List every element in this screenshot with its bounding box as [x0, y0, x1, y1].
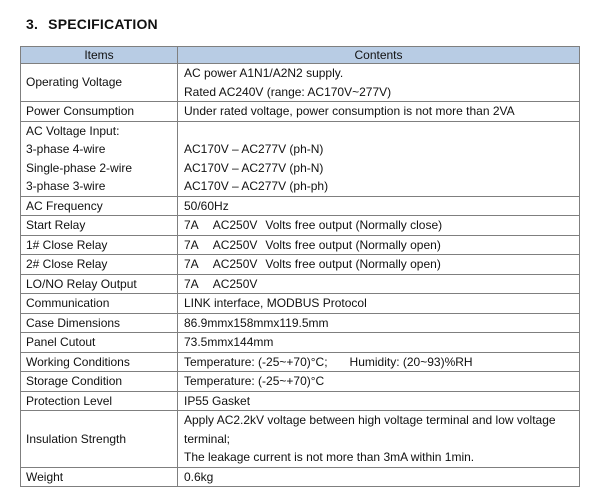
output-type: Volts free output (Normally close) [265, 218, 443, 232]
voltage-rating: AC250V [212, 218, 258, 232]
content-line: Rated AC240V (range: AC170V~277V) [184, 84, 392, 99]
table-row [21, 313, 580, 333]
table-row [21, 372, 580, 392]
content-cell [178, 216, 580, 236]
content-cell [178, 255, 580, 275]
item-cell: Operating Voltage [21, 64, 178, 102]
current-rating: 7A [184, 276, 199, 291]
content-cell [178, 64, 580, 102]
table-row [21, 196, 580, 216]
table-header-row [21, 47, 580, 64]
item-cell: Storage Condition [21, 372, 178, 392]
content-line: AC power A1N1/A2N2 supply. [184, 66, 344, 80]
content-cell [178, 352, 580, 372]
section-title: SPECIFICATION [48, 16, 158, 32]
content-line [184, 122, 575, 141]
specification-table [20, 46, 580, 487]
output-type: Volts free output (Normally open) [265, 257, 441, 271]
content-cell: Under rated voltage, power consumption is not more than 2VA [178, 102, 580, 122]
output-type: Volts free output (Normally open) [265, 237, 441, 252]
content-cell [178, 235, 580, 255]
item-line: AC Voltage Input: [26, 123, 120, 138]
item-line: 3-phase 3-wire [26, 179, 106, 193]
content-cell: 0.6kg [178, 467, 580, 487]
voltage-rating: AC250V [212, 276, 258, 291]
item-cell [21, 121, 178, 196]
content-cell [178, 121, 580, 196]
content-cell: IP55 Gasket [178, 391, 580, 411]
content-cell [178, 411, 580, 468]
item-cell: Panel Cutout [21, 333, 178, 353]
table-row [21, 467, 580, 487]
table-row [21, 391, 580, 411]
header-items: Items [21, 47, 178, 64]
item-line: 3-phase 4-wire [26, 142, 106, 156]
humidity-range: Humidity: (20~93)%RH [349, 354, 473, 369]
voltage-rating: AC250V [212, 237, 258, 252]
table-row [21, 411, 580, 468]
current-rating: 7A [184, 237, 199, 252]
item-cell: Working Conditions [21, 352, 178, 372]
header-contents: Contents [178, 47, 580, 64]
item-cell: Communication [21, 294, 178, 314]
temperature-range: Temperature: (-25~+70)°C; [184, 354, 328, 369]
section-heading [26, 16, 158, 32]
voltage-rating: AC250V [212, 257, 258, 271]
content-cell [178, 274, 580, 294]
item-cell: Protection Level [21, 391, 178, 411]
section-number: 3. [26, 16, 39, 32]
current-rating: 7A [184, 257, 199, 271]
item-cell: Power Consumption [21, 102, 178, 122]
table-row [21, 121, 580, 196]
table-row [21, 333, 580, 353]
table-row [21, 274, 580, 294]
content-cell: 50/60Hz [178, 196, 580, 216]
content-cell: LINK interface, MODBUS Protocol [178, 294, 580, 314]
item-cell: Case Dimensions [21, 313, 178, 333]
content-cell: 86.9mmx158mmx119.5mm [178, 313, 580, 333]
table-row [21, 235, 580, 255]
content-line: AC170V – AC277V (ph-N) [184, 142, 324, 156]
content-cell: 73.5mmx144mm [178, 333, 580, 353]
table-row [21, 102, 580, 122]
content-line: The leakage current is not more than 3mA within 1min. [184, 450, 475, 464]
item-line: Single-phase 2-wire [26, 160, 133, 175]
table-row [21, 64, 580, 102]
item-cell: AC Frequency [21, 196, 178, 216]
item-cell: Weight [21, 467, 178, 487]
content-cell: Temperature: (-25~+70)°C [178, 372, 580, 392]
table-row [21, 294, 580, 314]
content-line: AC170V – AC277V (ph-ph) [184, 179, 329, 193]
current-rating: 7A [184, 218, 199, 232]
content-line: AC170V – AC277V (ph-N) [184, 160, 324, 175]
table-row [21, 352, 580, 372]
content-line: Apply AC2.2kV voltage between high voltage terminal and low voltage terminal; [184, 413, 556, 446]
table-row [21, 216, 580, 236]
item-cell: Start Relay [21, 216, 178, 236]
item-cell: 1# Close Relay [21, 235, 178, 255]
table-row [21, 255, 580, 275]
item-cell: LO/NO Relay Output [21, 274, 178, 294]
item-cell: Insulation Strength [21, 411, 178, 468]
item-cell: 2# Close Relay [21, 255, 178, 275]
